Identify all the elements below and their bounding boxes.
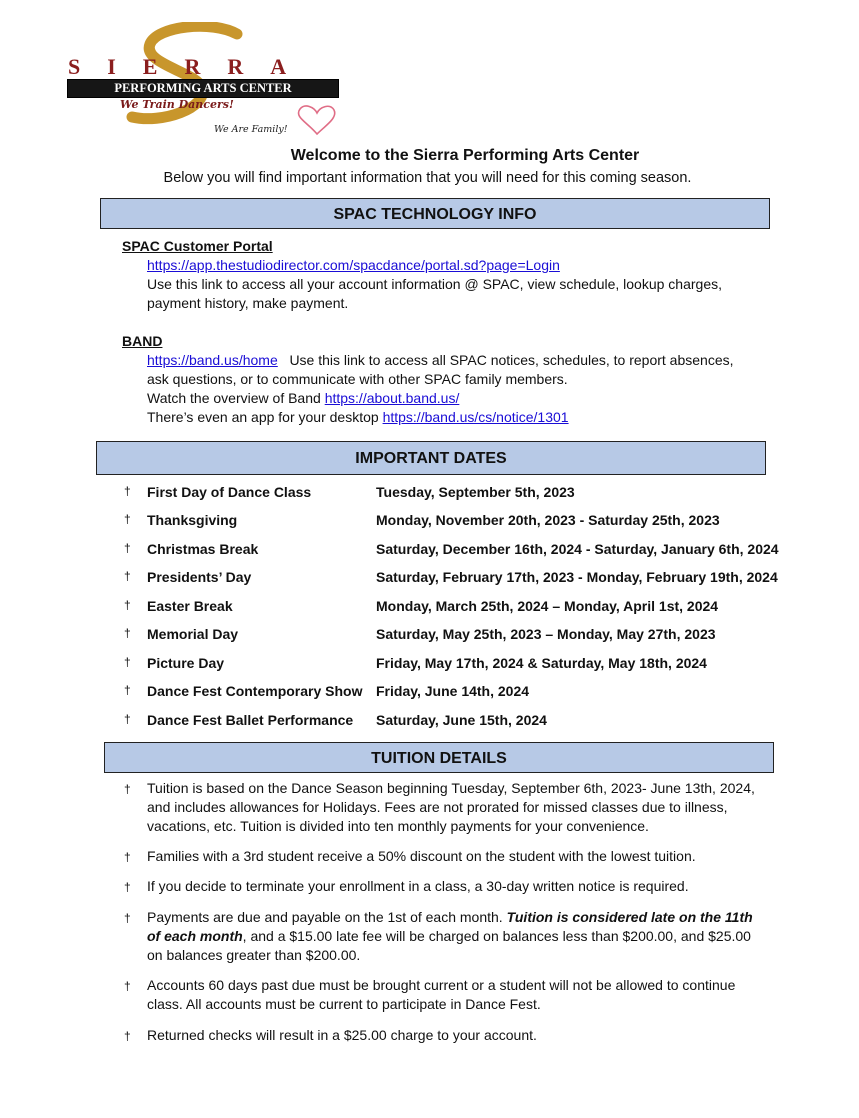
tuition-text-post: , and a $15.00 late fee will be charged on balances less than $200.00, and $25.00 on balances greater than $200.00.	[147, 928, 751, 963]
dagger-bullet-icon: †	[124, 850, 131, 864]
date-row	[124, 683, 844, 703]
date-value: Monday, March 25th, 2024 – Monday, April 1st, 2024	[376, 598, 719, 614]
tuition-text-pre: Payments are due and payable on the 1st of each month.	[147, 909, 507, 925]
dagger-bullet-icon: †	[124, 541, 131, 555]
portal-desc-2: payment history, make payment.	[147, 295, 349, 311]
date-row	[124, 512, 844, 532]
dagger-bullet-icon: †	[124, 512, 131, 526]
tuition-item	[124, 779, 764, 836]
date-value: Saturday, February 17th, 2023 - Monday, February 19th, 2024	[376, 569, 778, 585]
tech-section-heading: SPAC TECHNOLOGY INFO	[100, 198, 770, 229]
band-desc-2: ask questions, or to communicate with other SPAC family members.	[147, 371, 568, 387]
intro-text: Below you will find important information that you will need for this coming season.	[163, 170, 692, 186]
logo-line: PERFORMING ARTS CENTER	[67, 79, 339, 98]
portal-link-line	[147, 256, 560, 275]
band-link[interactable]: https://band.us/home	[147, 352, 278, 368]
dagger-bullet-icon: †	[124, 484, 131, 498]
tuition-section-heading: TUITION DETAILS	[104, 742, 774, 773]
tuition-text-bold: Tuition is considered late on the 11th of each month	[147, 909, 753, 944]
page-title: Welcome to the Sierra Performing Arts Center	[290, 147, 640, 164]
dagger-bullet-icon: †	[124, 683, 131, 697]
band-app-link[interactable]: https://band.us/cs/notice/1301	[382, 409, 569, 425]
dagger-bullet-icon: †	[124, 782, 131, 796]
band-label: BAND	[122, 333, 163, 349]
date-row	[124, 626, 844, 646]
date-event-name: Thanksgiving	[147, 512, 238, 528]
band-link-line	[147, 351, 734, 370]
date-event-name: First Day of Dance Class	[147, 484, 312, 500]
dagger-bullet-icon: †	[124, 880, 131, 894]
date-event-name: Presidents’ Day	[147, 569, 252, 585]
tuition-text: Tuition is based on the Dance Season beginning Tuesday, September 6th, 2023- June 13th, 2024, and includes allowances for Holidays. Fees are not prorated for missed classes due to illness, vacations, etc. Tuition is divided into ten monthly payments for your convenience.	[147, 780, 755, 834]
dagger-bullet-icon: †	[124, 1029, 131, 1043]
portal-desc-1: Use this link to access all your account information @ SPAC, view schedule, lookup charges,	[147, 276, 722, 292]
portal-label: SPAC Customer Portal	[122, 238, 273, 254]
date-event-name: Christmas Break	[147, 541, 259, 557]
heart-icon	[298, 106, 334, 134]
date-value: Saturday, May 25th, 2023 – Monday, May 27th, 2023	[376, 626, 716, 642]
date-event-name: Picture Day	[147, 655, 225, 671]
date-row	[124, 712, 844, 732]
spac-logo	[62, 22, 352, 147]
band-overview-line: Watch the overview of Band https://about.band.us/	[147, 390, 460, 406]
logo-tagline: We Train Dancers!	[120, 98, 234, 111]
dagger-bullet-icon: †	[124, 911, 131, 925]
dates-section-heading: IMPORTANT DATES	[96, 441, 766, 475]
portal-link[interactable]: https://app.thestudiodirector.com/spacdance/portal.sd?page=Login	[147, 257, 560, 273]
date-row	[124, 541, 844, 561]
date-event-name: Dance Fest Contemporary Show	[147, 683, 363, 699]
dagger-bullet-icon: †	[124, 712, 131, 726]
date-event-name: Memorial Day	[147, 626, 239, 642]
tuition-text: Accounts 60 days past due must be brought current or a student will not be allowed to continue class. All accounts must be current to participate in Dance Fest.	[147, 977, 736, 1012]
tuition-item	[124, 877, 764, 896]
date-value: Friday, May 17th, 2024 & Saturday, May 18th, 2024	[376, 655, 707, 671]
band-overview-link[interactable]: https://about.band.us/	[324, 390, 460, 406]
date-value: Tuesday, September 5th, 2023	[376, 484, 575, 500]
band-desc-1: Use this link to access all SPAC notices, schedules, to report absences,	[289, 352, 734, 368]
date-value: Saturday, June 15th, 2024	[376, 712, 547, 728]
tuition-item	[124, 976, 764, 1014]
tuition-text: Returned checks will result in a $25.00 charge to your account.	[147, 1027, 537, 1043]
dagger-bullet-icon: †	[124, 655, 131, 669]
tuition-text: Families with a 3rd student receive a 50% discount on the student with the lowest tuition.	[147, 848, 696, 864]
date-value: Friday, June 14th, 2024	[376, 683, 530, 699]
date-event-name: Easter Break	[147, 598, 233, 614]
date-row	[124, 484, 844, 504]
date-value: Monday, November 20th, 2023 - Saturday 25th, 2023	[376, 512, 720, 528]
date-value: Saturday, December 16th, 2024 - Saturday, January 6th, 2024	[376, 541, 779, 557]
tuition-item	[124, 847, 764, 866]
date-row	[124, 655, 844, 675]
date-event-name: Dance Fest Ballet Performance	[147, 712, 354, 728]
dagger-bullet-icon: †	[124, 626, 131, 640]
tuition-item	[124, 908, 764, 965]
band-app-line: There’s even an app for your desktop https://band.us/cs/notice/1301	[147, 409, 569, 425]
logo-word: SIERRA	[68, 54, 314, 79]
dagger-bullet-icon: †	[124, 598, 131, 612]
logo-family: We Are Family!	[214, 124, 288, 135]
dagger-bullet-icon: †	[124, 979, 131, 993]
dagger-bullet-icon: †	[124, 569, 131, 583]
tuition-text: If you decide to terminate your enrollment in a class, a 30-day written notice is required.	[147, 878, 689, 894]
date-row	[124, 569, 844, 589]
date-row	[124, 598, 844, 618]
tuition-item	[124, 1026, 764, 1045]
